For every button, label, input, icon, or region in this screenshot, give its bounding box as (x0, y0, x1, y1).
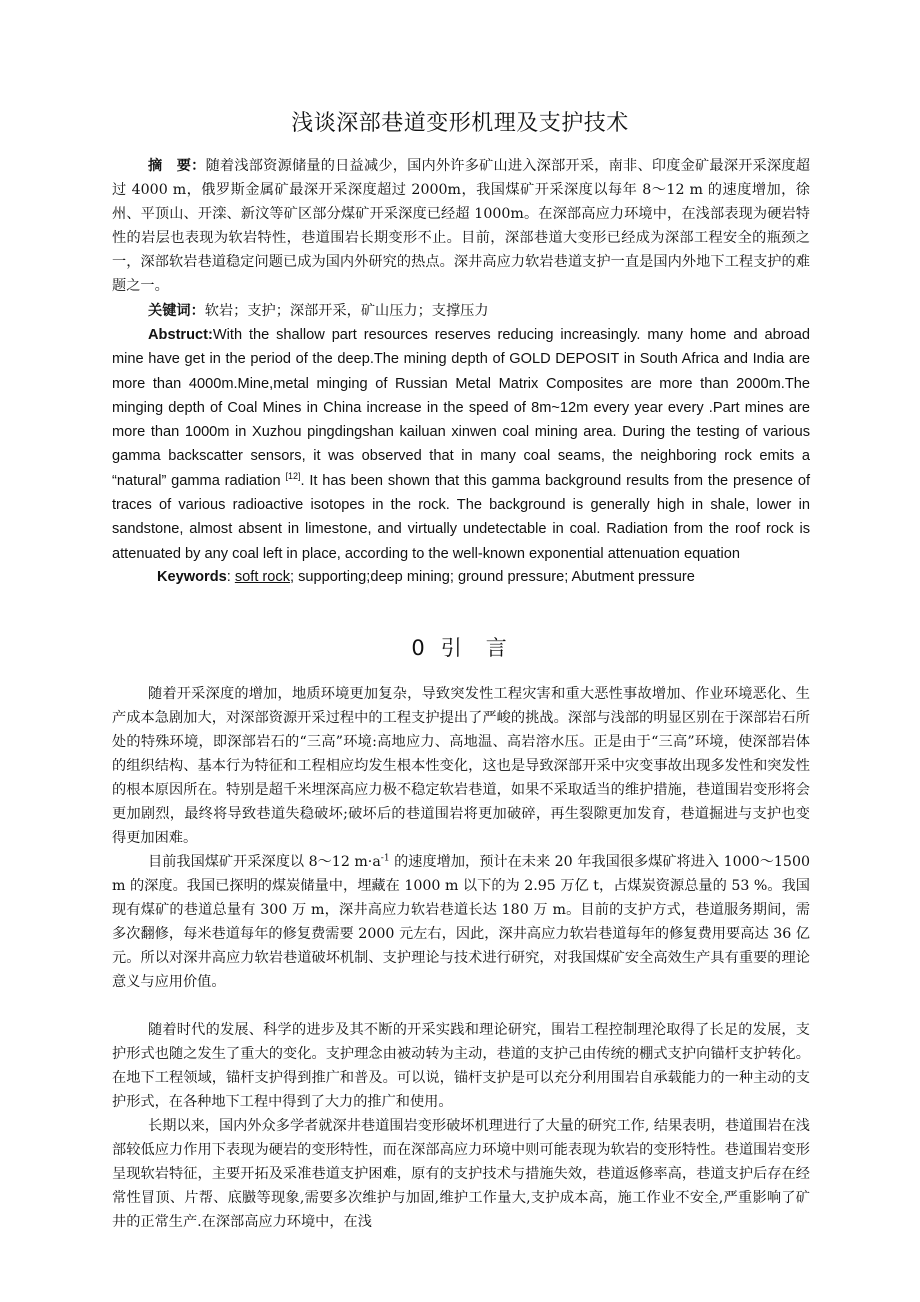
unit-superscript: -1 (380, 853, 390, 864)
abstract-label: 摘 要： (148, 158, 206, 174)
paragraph-2 (112, 850, 810, 994)
section-title-char-2: 言 (485, 636, 509, 660)
english-abstract-text-a: With the shallow part resources reserves reducing increasingly. many home and abroad mine have get in the period of the deep.The mining depth of GOLD DEPOSIT in South Africa and India are more than 4000m.Mine,metal minging of Russian Metal Matrix Composites are more than 2000m.The minging depth of Coal Mines in China increase in the speed of 8m~12m every year every .Part mines are more than 1000m in Xuzhou pingdingshan kailuan xinwen coal mining area. During the testing of various gamma backscatter sensors, it was observed that in many coal seams, the neighboring rock emits a “natural” gamma radiation (112, 327, 810, 489)
english-abstract (112, 323, 810, 566)
section-title-char-1: 引 (440, 636, 464, 660)
english-keywords (112, 565, 810, 589)
section-number: 0 (411, 636, 427, 660)
english-abstract-text-b: . It has been shown that this gamma background results from the presence of traces of various radioactive isotopes in the rock. The background is generally high in shale, lower in sandstone, almost absent in limestone, and virtually undetectable in coal. Radiation from the roof rock is attenuated by any coal left in place, according to the well-known exponential attenuation equation (112, 472, 811, 562)
keywords-label: 关键词： (148, 303, 205, 319)
citation-reference: [12] (285, 470, 301, 481)
english-abstract-label: Abstruct: (148, 327, 213, 343)
keywords-text: 软岩；支护；深部开采，矿山压力；支撑压力 (204, 303, 489, 319)
section-heading (0, 632, 920, 662)
chinese-abstract (112, 154, 810, 298)
paragraph-3: 随着时代的发展、科学的进步及其不断的开采实践和理论研究，围岩工程控制理沦取得了长足的发展，支护形式也随之发生了重大的变化。支护理念由被动转为主动，巷道的支护己由传统的棚式支护向锚杆支护转化。在地下工程领域，锚杆支护得到推广和普及。可以说，锚杆支护是可以充分利用围岩自承载能力的一种主动的支护形式，在各种地下工程中得到了大力的推广和使用。 (112, 1022, 810, 1110)
chinese-keywords (112, 299, 810, 323)
paragraph-4: 长期以来，国内外众多学者就深井巷道围岩变形破坏机理进行了大量的研究工作, 结果表明，巷道围岩在浅部较低应力作用下表现为硬岩的变形特性，而在深部高应力环境中则可能表现为软岩的变形特性。巷道围岩变形呈现软岩特征，主要开拓及采准巷道支护困难，原有的支护技术与措施失效，巷道返修率高，巷道支护后存在经常性冒顶、片帮、底臌等现象,需要多次维护与加固,维护工作量大,支护成本高，施工作业不安全,严重影响了矿井的正常生产.在深部高应力环境中，在浅 (112, 1118, 810, 1230)
english-keywords-rest: ; supporting;deep mining; ground pressure; Abutment pressure (290, 569, 695, 585)
paragraph-2-text-b: 的速度增加，预计在未来 20 年我国很多煤矿将进入 1000～1500 m 的深度。我国已探明的煤炭储量中，埋藏在 1000 m 以下的为 2.95 万亿 t，占煤炭资源总量的 53 %。我国现有煤矿的巷道总量有 300 万 m，深井高应力软岩巷道长达 180 万 m。目前的支护方式，巷道服务期间，需多次翻修，每米巷道每年的修复费需要 2000 元左右，因此，深井高应力软岩巷道每年的修复费用要高达 36 亿元。所以对深井高应力软岩巷道破坏机制、支护理论与技术进行研究，对我国煤矿安全高效生产具有重要的理论意义与应用价值。 (112, 854, 810, 990)
english-keywords-colon: : (226, 569, 235, 585)
paragraph-1: 随着开采深度的增加，地质环境更加复杂，导致突发性工程灾害和重大恶性事故增加、作业环境恶化、生产成本急剧加大，对深部资源开采过程中的工程支护提出了严峻的挑战。深部与浅部的明显区别在于深部岩石所处的特殊环境，即深部岩石的“三高”环境:高地应力、高地温、高岩溶水压。正是由于“三高”环境，使深部岩体的组织结构、基本行为特征和工程相应均发生根本性变化，这也是导致深部开采中灾变事故出现多发性和突发性的根本原因所在。特别是超千米埋深高应力极不稳定软岩巷道，如果不采取适当的维护措施，巷道围岩变形将会更加剧烈，最终将导致巷道失稳破坏;破坏后的巷道围岩将更加破碎，再生裂隙更加发育，巷道掘进与支护也变得更加困难。 (112, 686, 810, 846)
paper-title: 浅谈深部巷道变形机理及支护技术 (291, 111, 629, 136)
abstract-text: 随着浅部资源储量的日益减少，国内外许多矿山进入深部开采，南非、印度金矿最深开采深度超过 4000 m，俄罗斯金属矿最深开采深度超过 2000m，我国煤矿开采深度以每年 8～12 m 的速度增加，徐州、平顶山、开滦、新汶等矿区部分煤矿开采深度已经超 1000m。在深部高应力环境中，在浅部表现为硬岩特性的岩层也表现为软岩特性，巷道围岩长期变形不止。目前，深部巷道大变形已经成为深部工程安全的瓶颈之一，深部软岩巷道稳定问题已成为国内外研究的热点。深井高应力软岩巷道支护一直是国内外地下工程支护的难题之一。 (112, 158, 810, 294)
english-keywords-label: Keywords (157, 569, 227, 585)
paragraph-2-text-a: 目前我国煤矿开采深度以 8～12 m·a (148, 854, 381, 870)
english-keyword-link[interactable]: soft rock (234, 569, 291, 585)
